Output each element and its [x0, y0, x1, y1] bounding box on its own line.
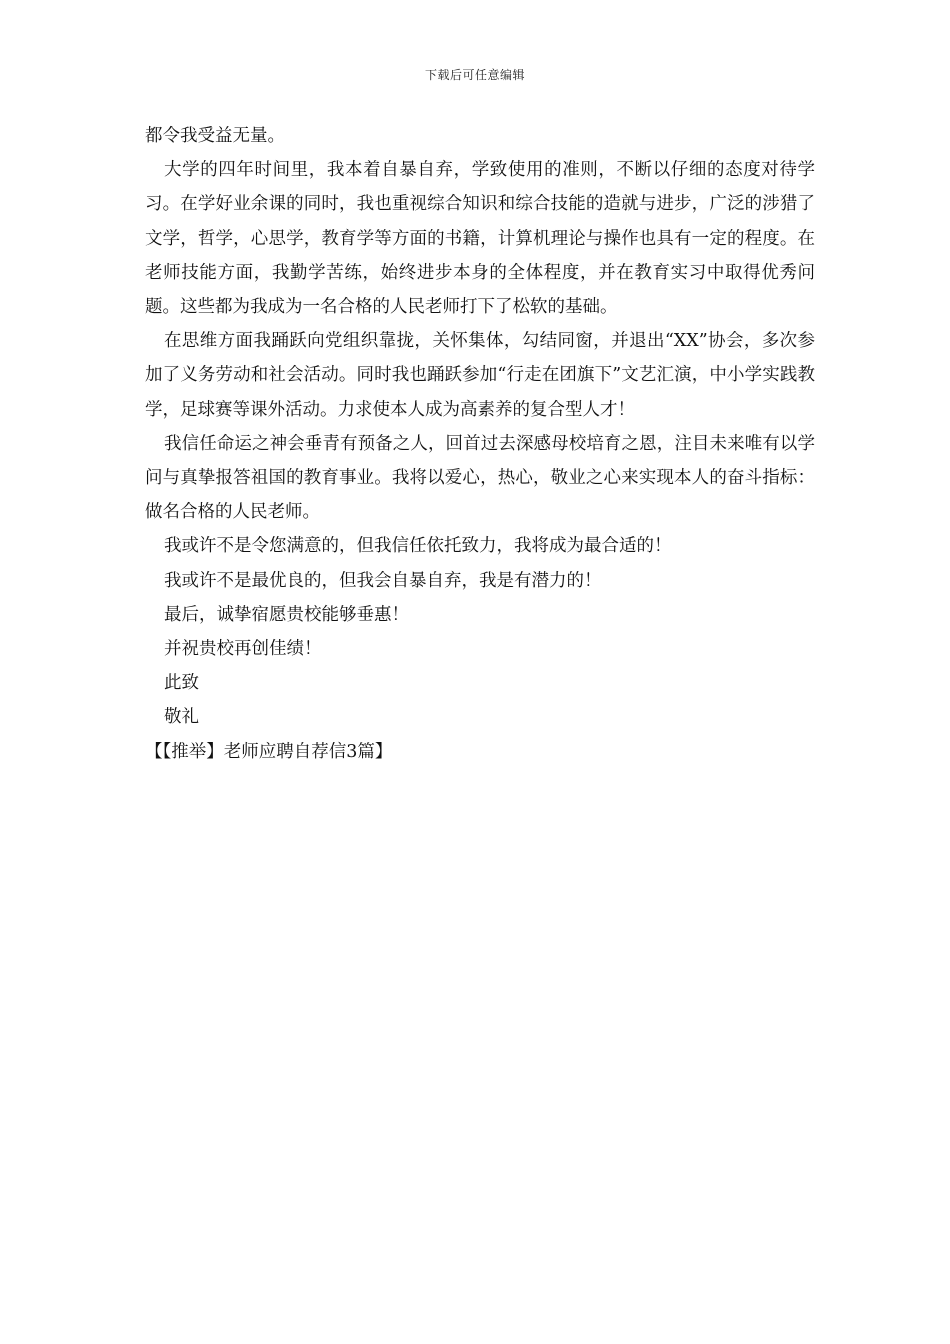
page-header: 下载后可任意编辑 [424, 68, 525, 82]
closing-salutation: 此致 [164, 673, 199, 694]
paragraph-ideology: 在思维方面我踊跃向党组织靠拢，关怀集体，勾结同窗，并退出“XX”协会，多次参加了义务劳动和社会活动。同时我也踊跃参加“行走在团旗下”文艺汇演，中小学实践教学，足球赛等课外活动。力求使本人成为高素养的复合型人才！ [145, 331, 815, 420]
paragraph-line-1: 我或许不是令您满意的，但我信任依托致力，我将成为最合适的！ [164, 536, 672, 557]
paragraph-line-2: 我或许不是最优良的，但我会自暴自弃，我是有潜力的！ [164, 570, 602, 591]
paragraph-future: 我信任命运之神会垂青有预备之人，回首过去深感母校培育之恩，注目未来唯有以学问与真挚报答祖国的教育事业。我将以爱心，热心，敬业之心来实现本人的奋斗指标：做名合格的人民老师。 [145, 433, 815, 523]
document-body [145, 119, 815, 769]
document-title-link: 【【推举】老师应聘自荐信3篇】 [145, 741, 393, 762]
paragraph-study: 大学的四年时间里，我本着自暴自弃，学致使用的准则，不断以仔细的态度对待学习。在学好业余课的同时，我也重视综合知识和综合技能的造就与进步，广泛的涉猎了文学，哲学，心思学，教育学等方面的书籍，计算机理论与操作也具有一定的程度。在老师技能方面，我勤学苦练，始终进步本身的全体程度，并在教育实习中取得优秀问题。这些都为我成为一名合格的人民老师打下了松软的基础。 [145, 160, 815, 318]
paragraph-line-4: 并祝贵校再创佳绩！ [164, 639, 322, 660]
paragraph-continuation: 都令我受益无量。 [145, 126, 285, 146]
paragraph-line-3: 最后，诚挚宿愿贵校能够垂惠！ [164, 604, 409, 625]
closing-regards: 敬礼 [164, 707, 199, 728]
